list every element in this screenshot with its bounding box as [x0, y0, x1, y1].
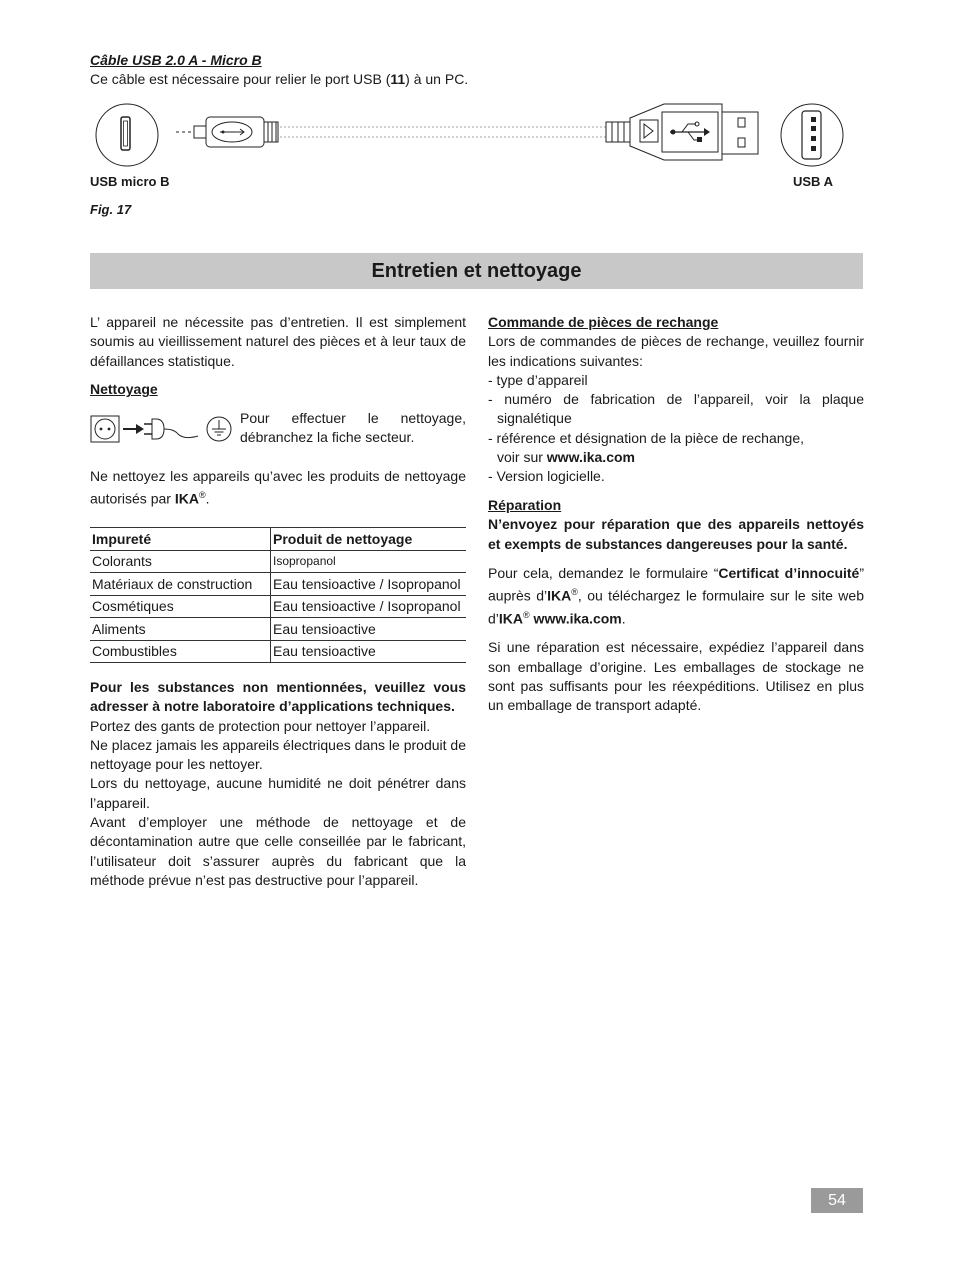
header-impurete: Impureté [90, 528, 271, 551]
table-row [90, 618, 466, 641]
table-cell: Combustibles [90, 640, 271, 663]
spare-parts-heading: Commande de pièces de rechange [488, 314, 719, 330]
ika-website-link[interactable]: www.ika.com [546, 449, 635, 466]
nettoyage-heading: Nettoyage [90, 381, 158, 398]
table-cell: Colorants [90, 550, 271, 573]
list-item: - Version logicielle. [488, 468, 605, 485]
no-humidity-paragraph: Lors du nettoyage, aucune humidité ne doit pénétrer dans l’appareil. [90, 775, 466, 811]
right-column [488, 313, 864, 715]
figure-caption: Fig. 17 [90, 202, 132, 217]
label-usb-a: USB A [793, 174, 833, 189]
no-immersion-paragraph: Ne placez jamais les appareils électriques dans le produit de nettoyage pour les nettoyer. [90, 736, 466, 773]
cable-description: Ce câble est nécessaire pour relier le port USB (11) à un PC. [90, 71, 469, 87]
plug-icon [144, 419, 198, 439]
cable-title: Câble USB 2.0 A - Micro B [90, 52, 262, 68]
list-item: - type d’appareil [488, 371, 588, 388]
usb-a-port-icon [781, 104, 843, 166]
table-cell: Matériaux de construction [90, 573, 271, 596]
repair-warning: N’envoyez pour réparation que des appareils nettoyés et exempts de substances dangereuses pour la santé. [488, 516, 864, 552]
unplug-text: Pour effectuer le nettoyage, débranchez la fiche secteur. [240, 410, 466, 446]
section-title: Entretien et nettoyage [90, 253, 863, 289]
usb-a-plug-icon [606, 104, 758, 160]
arrow-right-icon [123, 424, 144, 434]
cleaning-table [90, 527, 466, 663]
table-header-row [90, 528, 466, 551]
socket-icon [91, 416, 119, 442]
alternative-method-paragraph: Avant d’employer une méthode de nettoyage et de décontamination autre que celle conseillée par le fabricant, l’utilisateur doit s’assurer auprès du fabricant que la méthode prévue n’est pas destructive pour l’appareil. [90, 814, 466, 888]
table-cell: Isopropanol [271, 550, 467, 573]
left-column-bottom [90, 678, 466, 890]
page-number: 54 [811, 1188, 863, 1213]
maintenance-intro: L’ appareil ne nécessite pas d’entretien. Il est simplement soumis au vieillissement naturel des pièces et à leur taux de défaillances statistique. [90, 314, 466, 369]
list-item: - référence et désignation de la pièce de rechange, [488, 429, 804, 446]
table-cell: Eau tensioactive / Isopropanol [271, 573, 467, 596]
repair-heading: Réparation [488, 497, 562, 514]
table-row [90, 573, 466, 596]
usb-micro-b-port-icon [96, 104, 158, 166]
ground-symbol-icon [207, 417, 231, 441]
header-produit: Produit de nettoyage [271, 528, 467, 551]
list-item-url-line: voir sur www.ika.com [497, 449, 635, 466]
table-cell: Cosmétiques [90, 595, 271, 618]
shipping-paragraph: Si une réparation est nécessaire, expédiez l’appareil dans son emballage d’origine. Les emballages de stockage ne sont pas suffisants pour les réexpéditions. Utilisez en plus un emballage de transport adapté. [488, 639, 864, 714]
ika-website-link[interactable]: www.ika.com [529, 610, 622, 627]
table-cell: Eau tensioactive / Isopropanol [271, 595, 467, 618]
usb-micro-b-plug-icon [194, 117, 278, 147]
table-row [90, 640, 466, 663]
table-cell: Aliments [90, 618, 271, 641]
unlisted-substances-note: Pour les substances non mentionnées, veuillez vous adresser à notre laboratoire d’applications techniques. [90, 679, 466, 715]
list-item: - numéro de fabrication de l’appareil, voir la plaque signalétique [488, 391, 864, 427]
label-usb-micro-b: USB micro B [90, 174, 170, 189]
certificate-paragraph: Pour cela, demandez le formulaire “Certificat d’innocuité” auprès d’IKA®, ou téléchargez le formulaire sur le site web d’IKA® www.ika.com. [488, 564, 864, 627]
table-row [90, 595, 466, 618]
left-column-top [90, 313, 466, 400]
gloves-paragraph: Portez des gants de protection pour nettoyer l’appareil. [90, 717, 431, 734]
table-cell: Eau tensioactive [271, 618, 467, 641]
usb-cable-diagram [90, 100, 860, 170]
table-cell: Eau tensioactive [271, 640, 467, 663]
table-row [90, 550, 466, 573]
unplug-instruction-icons [90, 414, 235, 446]
spare-parts-intro: Lors de commandes de pièces de rechange, veuillez fournir les indications suivantes: [488, 333, 864, 369]
approved-products-text: Ne nettoyez les appareils qu’avec les produits de nettoyage autorisés par IKA®. [90, 468, 466, 507]
